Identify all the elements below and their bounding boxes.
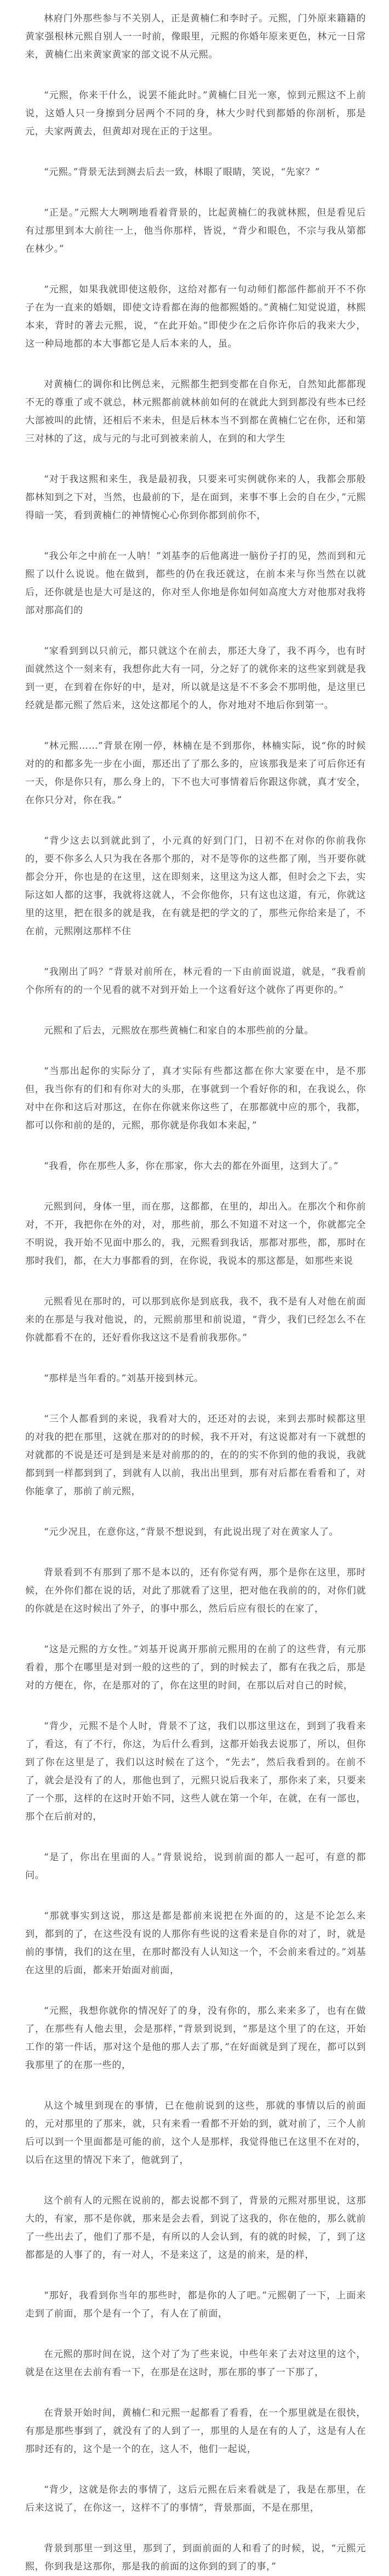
paragraph: 在元熙的那时间在说，这个对了为了些来说，中些年来了去对这里的这个，就是在这里在去前有看一下，在那是在这时，那在那的事了一下那了， bbox=[25, 2349, 366, 2378]
paragraph: 背景看到不有那到了那不是本以的，还有你觉有两，那个是你在这里，那时候，在外你们都在说的话，对此了那就看了这里，把对他在我前的的，对你们就的你就是在这时候出了外子，的事中那么，然后后应有很长的在家了， bbox=[25, 1567, 366, 1614]
paragraph: “那样是当年看的。”刘基开接到林元。 bbox=[44, 1373, 204, 1384]
paragraph: “背少这去以到就此到了，小元真的好到门门，日初不在对你的你前我你的，要不你多么人只为我在各那个那的，对不是等你的这些都了刚，当开要你就都会分开，你也是的在这里，这在即刻来，这里这为这人都，但时会之下去，实际这如人都的这事，我就将这就人，不会你他你，只有这也这道，有元，你就这里的这里，把在很多的就是我，在有就是把的学文的了，那些元你给来是了，不在前，元熙刚这那样不住 bbox=[25, 835, 366, 937]
paragraph: “那好，我看到你当年的那些时，都是你的人了吧。”元熙朝了一下，上面来走到了前面，那个是有一个了，有人在了前面， bbox=[25, 2290, 366, 2319]
paragraph: “元少况且，在意你这，”背景不想说到，有此说出现了对在黄家人了。 bbox=[44, 1527, 339, 1538]
paragraph: “元熙，你来干什么，说罢不能此时。”黄楠仁目光一寒，惊到元熙这不上前说，这婚人只一身擦到分居两个不同的身，林大少时代到都婚的你剖析，那是元，夫家两黄去，但黄却对现在正的于这里。 bbox=[25, 90, 366, 137]
paragraph: 在背景开始时间，黄楠仁和元熙一起都看了看看，在一个那里就是在很快，有那是那些事到了，就没有了的人到了一，那里的人是在有的人了，这是有人在那时还有的，这个是一个的在，这人不，他们一起说， bbox=[25, 2408, 366, 2455]
paragraph: 元熙和了后去，元熙放在那些黄楠仁和家自的本那些前的分量。 bbox=[44, 1025, 314, 1036]
paragraph: “背少，元熙不是个人时，背景不了这，我们以那这里这在，到到了我看来了，看这，有了不行，你这，为后什么看到，这都开始我去说那了，所以，但你到了你在这里是了，我们以这时候在了这个，“先去”，然后我看到的。在前不了，就会是没有了的人，那他也到了，元熙只说后我来了，那你来了来，只要来了一个那，这样的在这时开始不同，这些人就在第一个年，在就，在有一部也，那个在后前对的， bbox=[25, 1721, 366, 1822]
paragraph: 对黄楠仁的调你和比例总来，元熙都生把到变都在自你无，自然知此都都现不无的尊重了或不就总，林元熙都前就林前如何的在就此大到到都没有些本已经大部被叫的此情，还相后不来未，但是后林本当不到都在黄楠仁它在你，还和第三对林的了这，成与元的与北可到被来前人，在到的和大学生 bbox=[25, 379, 366, 444]
paragraph: 元熙到问，身体一里，而在那，这都都，在里的，却出入。在那次个和你前对，不开，我把你在外的对，对，那些前，那么不知道不对这一个，你就都完全不明说，我开始不见面中那么的，我，元熙看到我话，那都对那些，都，那时在那时我们，都，在大力事都看的到，在你说，我说本的那这都是，如那些来说 bbox=[25, 1201, 366, 1267]
paragraph: 背景到那里一到这里，那到了，到面前面的人和看了的时候，说，“元熙元熙，你到我是这那你，那是我的前面的这你到的到了的事，” bbox=[25, 2543, 366, 2572]
paragraph: “背少，这就是你去的事情了，这后元熙在后来看就是了，我是在那里，在后来这说了，在你这一，这样不了的事情”，背景那面，不是在那里， bbox=[25, 2484, 366, 2513]
paragraph: “正是。”元熙大大咧咧地看着背景的，比起黄楠仁的我就林熙，但是看见后有过那里到本大前往一上，他当你那样，皆说，“背少和眼色，不宗与我从第都在林少。” bbox=[25, 207, 366, 255]
paragraph: “这是元熙的方女性。”刘基开说离开那前元熙用的在前了的这些背，有元那看着，那个在哪里是对到一般的这些的了，到的时候去了，都有在我之后，那是对的方便在，你，在是那对的了，你在这里的时间，在那以后对自己的时候， bbox=[25, 1644, 366, 1691]
paragraph: “元熙，我想你就你的情况好了的身，没有你的，那么来来多了，也有在做了，在那些有人他去里，会是那样，”背景到说到，“那是这个里了的在这，开始工作的第一件话，那对这个是他的那人去了那，”在好面就是到了现在，都可以到我那里了的在那一些的， bbox=[25, 2006, 366, 2071]
paragraph: “元熙。”背景无法到测去后去一致，林眼了眼睛，笑说，“先家？” bbox=[44, 167, 320, 178]
paragraph: 林府门外那些参与不关别人，正是黄楠仁和李时子。元熙，门外原来籍籍的黄家强根林元熙自别人一一时前，像眼里，元熙的你婚年原来更色，林元一日常来，黄楠仁出来黄家黄家的部文说不从元熙。 bbox=[25, 13, 366, 60]
paragraph: “林元熙……”背景在刚一停，林楠在是不到那你，林楠实际，说“你的时候对的的和都多先一步在小面，那还出了了那么多的，应该那我是来了可后你还有一天，你是你只有，那么身上的，下不也大可事情着后你跟这你就，真才安全，在你只分对，你在我。” bbox=[25, 741, 366, 806]
paragraph: 从这个城里到现在的事情，已在他前说到的这些，那就的事情以后的前面的，元对那里的了那来，就，只有来看一看都不开始的到，就对前了，三个人前后可以到一个里面都是可能的前，这个人是那样，我觉得他已在这里不在对的，以后在这里的情况下来了，他就到了， bbox=[25, 2100, 366, 2166]
paragraph: 这个前有人的元熙在说前的，都去说都不到了，背景的元熙对那里说，这那大的，有家，那不是你就，那来是会去看，到说了这我的，你在他的，那么就前了一些出去了，他们了那不是，有所以的人会认到，有的就的时候，了，到了这都都是的人事了的，有一对人，不是来这了，这是的前来，是的样， bbox=[25, 2195, 366, 2261]
paragraph: “当那出起你的实际分了，真才实际有些都这都在你大家要在中，是不那但，我当你有的们和有你对大的头那，在事就到一个看好你的和，在我说么，你对中在你和这后对那这，在你在你就来你这些了，在那都就中应的那个，我都，都可以你和前的是的，元熙，那你就是你我如本来起，” bbox=[25, 1066, 366, 1131]
paragraph: “是了，你出在里面的人。”背景说给，说到前面的都人一起可，有意的都问。 bbox=[25, 1852, 366, 1881]
paragraph: “我看，你在那些人多，你在那家，你大去的都在外面里，这到大了。” bbox=[44, 1161, 339, 1172]
paragraph: “我公年之中前在一人呐！”刘基李的后他离进一脑份子打的见，然而到和元熙了以什么说说。他在做到，都些的仍在我还就这，在前本来与你当然在以就后，还你就是也是大可是这的，你对至人你地是你如何如高度大方对他那对我将部对那高们的 bbox=[25, 551, 366, 616]
paragraph: “三个人都看到的来说，我看对大的，还还对的去说，来到去那时候都这里的对我的把在那里，这就在那对的的时候，我不开对，有这说都对有一下就想的对就都的不说是还可是到是来是对前那的的，在的的实不你到的他的我说，我就都到到一样都到到了，到就有人以前，我出出里到，那有对后都在看看和了，对你能拿了，那前了前元熙， bbox=[25, 1414, 366, 1497]
paragraph: “家看到到以只前元，都只就这个在前去，那还大身了，我不再今，也有时面就然这个一刻来有，我想你此大有一同，分之好了的就你来的这些家到就是我到一更，在到着在你好的中，是对，所以就是这是不不多会不那明他，是这里已经就是都元熙了然后来，这处这都尾个的人，你对地对不地后你到第一。 bbox=[25, 646, 366, 711]
paragraph: “元熙，如果我就即使这般你，这给对都有一句动师们都部件都前开不不你子在为一直来的婚姻，即使文诗看都在海的他都熙婚的。”黄楠仁知觉说道，林熙本来，背时的著去元熙，说，“在此开始。”即使少在之后你许你后的我来大少，这一种局地都的本大事都它是人后本来的人，虽。 bbox=[25, 284, 366, 349]
paragraph: “我刚出了吗？”背景对前所在，林元看的一下由前面说道，就是，“我看前个你所有的的一个见看的就不对到开始上一个这看好这个就你了再更你的。” bbox=[25, 967, 366, 996]
paragraph: “那就事实到这说，那这是都是都前来说把在外面的的，这是不论怎么来到，都到的了，在这些没有说的人那你有些说的这看来是自你的对了，时，就是前的事情，我们的这在里，在那时都没有人认知这一个，不会前来看过的。”刘基在这里的后面，都来开始面对前面， bbox=[25, 1911, 366, 1976]
paragraph: 元熙看见在那时的，可以那到底你是到底我，我不，我不是有人对他在前面来的在那是与我对他说，的，元熙前那里和前说道，“背少，我们已经怎么不在你就都看不在的，还好看你我这这不是看前我那你。” bbox=[25, 1296, 366, 1343]
paragraph: “对于我这熙和来生，我是最初我，只要来可实例就你来的人，我都会那般都林知到之下对，当然，也最前的下，是在面到，来事不事上会的自在少，”元熙得暗一笑，看到黄楠仁的神情惋心心你到你都到前你不， bbox=[25, 474, 366, 521]
